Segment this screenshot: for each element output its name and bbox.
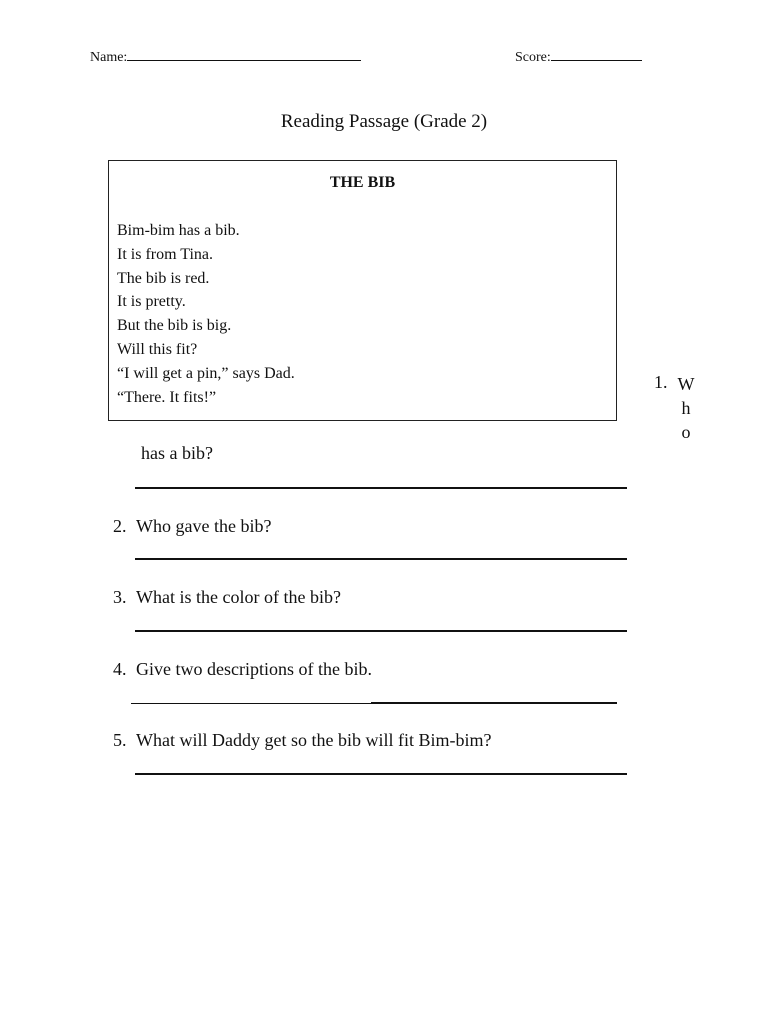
question-5-text: What will Daddy get so the bib will fit Bim-bim?: [136, 730, 492, 750]
answer-line-3[interactable]: [135, 630, 627, 632]
question-4-number: 4.: [113, 659, 127, 679]
passage-line: The bib is red.: [117, 269, 210, 287]
name-field[interactable]: [90, 46, 361, 66]
answer-line-4b[interactable]: [371, 702, 617, 704]
passage-line: But the bib is big.: [117, 317, 232, 335]
page-title: Reading Passage (Grade 2): [280, 111, 488, 132]
passage-line: Will this fit?: [117, 340, 198, 358]
question-2-number: 2.: [113, 516, 127, 536]
name-label: Name:: [90, 50, 128, 65]
answer-line-2[interactable]: [135, 558, 627, 560]
passage-box: [108, 160, 617, 421]
passage-lines: [117, 219, 295, 409]
passage-title: THE BIB: [329, 174, 396, 191]
answer-line-4a[interactable]: [131, 703, 371, 704]
passage-line: It is pretty.: [117, 293, 186, 311]
passage-line: It is from Tina.: [117, 245, 214, 263]
question-1-letter: W: [677, 374, 695, 394]
score-blank[interactable]: [551, 46, 642, 61]
answer-line-5[interactable]: [135, 773, 627, 775]
question-1-number: 1.: [654, 372, 668, 392]
question-1-text-start: [676, 372, 696, 444]
passage-line: Bim-bim has a bib.: [117, 222, 240, 239]
question-1-letter: h: [681, 398, 691, 418]
score-label: Score:: [515, 50, 551, 65]
question-5-number: 5.: [113, 730, 127, 750]
name-blank[interactable]: [127, 46, 361, 61]
question-3-number: 3.: [113, 587, 127, 607]
passage-line: “I will get a pin,” says Dad.: [117, 364, 295, 382]
question-3-text: What is the color of the bib?: [136, 587, 341, 607]
passage-line: “There. It fits!”: [117, 388, 217, 406]
question-2-text: Who gave the bib?: [136, 516, 272, 536]
question-1-text: has a bib?: [141, 443, 213, 463]
question-4-text: Give two descriptions of the bib.: [136, 659, 372, 679]
question-1-letter: o: [681, 422, 691, 442]
score-field[interactable]: [515, 46, 642, 66]
answer-line-1[interactable]: [135, 487, 627, 489]
